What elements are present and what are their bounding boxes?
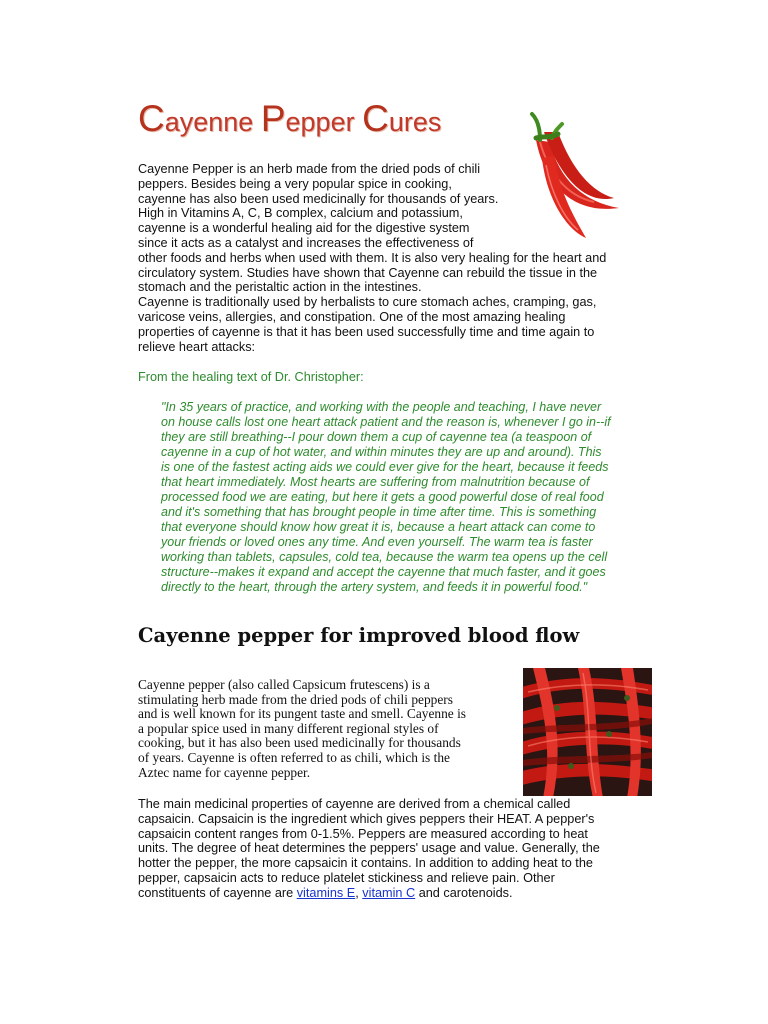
quote-line: processed food we are eating, but here it gets a good powerful dose of real food xyxy=(161,490,604,504)
title-word-2: epper xyxy=(285,107,363,137)
text-line: a popular spice used in many different regional styles of xyxy=(138,720,439,736)
dried-peppers-photo xyxy=(523,668,652,796)
text-line: pepper, capsaicin acts to reduce platelet stickiness and relieve pain. Other xyxy=(138,870,555,885)
quote-line: on house calls lost one heart attack patient and the reason is, whenever I go in--if xyxy=(161,415,611,429)
title-initial-p: P xyxy=(260,98,286,139)
intro-paragraph xyxy=(138,162,618,354)
quote-line: "In 35 years of practice, and working with the people and teaching, I have never xyxy=(161,400,602,414)
quote-source: From the healing text of Dr. Christopher: xyxy=(138,370,364,384)
quote-line: that heart immediately. Most hearts are suffering from malnutrition because of xyxy=(161,475,590,489)
vitamin-c-link[interactable]: vitamin C xyxy=(362,885,416,900)
text-line: peppers. Besides being a very popular spice in cooking, xyxy=(138,176,452,191)
text-line: other foods and herbs when used with them. It is also very healing for the heart and xyxy=(138,250,607,265)
title-word-1: ayenne xyxy=(164,107,261,137)
text-line: cayenne is a wonderful healing aid for the digestive system xyxy=(138,221,470,236)
text-line: capsaicin. Capsaicin is the ingredient which gives peppers their HEAT. A pepper's xyxy=(138,811,595,826)
text-line: cooking, but it has also been used medicinally for thousands xyxy=(138,735,461,751)
quote-line: structure--makes it expand and accept the cayenne that much faster, and it goes xyxy=(161,565,606,579)
quote-line: that everyone should know how great it is, because a heart attack can come to xyxy=(161,520,596,534)
link-separator: , xyxy=(355,885,363,900)
title-word-3: ures xyxy=(388,107,442,137)
capsaicin-paragraph xyxy=(138,797,618,901)
text-line: varicose veins, allergies, and constipation. One of the most amazing healing xyxy=(138,309,566,324)
text-line: stomach and the peristaltic action in the intestines. xyxy=(138,280,422,295)
title-initial-c2: C xyxy=(362,98,389,139)
text-line: circulatory system. Studies have shown that Cayenne can rebuild the tissue in the xyxy=(138,265,598,280)
text-line: units. The degree of heat determines the peppers' usage and value. Generally, the xyxy=(138,841,600,856)
text-line: relieve heart attacks: xyxy=(138,339,256,354)
text-line: cayenne has also been used medicinally for thousands of years. xyxy=(138,191,499,206)
quote-line: is one of the fastest acting aids we could ever give for the heart, because it feeds xyxy=(161,460,609,474)
quote-line: and it's something that has brought people in time after time. This is something xyxy=(161,505,597,519)
text-line: stimulating herb made from the dried pods of chili peppers xyxy=(138,691,453,707)
quote-line: working than tablets, capsules, cold tea, because the warm tea opens up the cell xyxy=(161,550,608,564)
text-line: Cayenne is traditionally used by herbalists to cure stomach aches, cramping, gas, xyxy=(138,295,597,310)
text-line: High in Vitamins A, C, B complex, calcium and potassium, xyxy=(138,206,463,221)
text-line: Cayenne Pepper is an herb made from the dried pods of chili xyxy=(138,162,481,176)
text-line: and is well known for its pungent taste and smell. Cayenne is xyxy=(138,706,467,722)
line-suffix: and carotenoids. xyxy=(415,885,513,900)
dr-christopher-quote xyxy=(161,400,631,595)
blood-flow-paragraph xyxy=(138,678,508,780)
text-line: of years. Cayenne is often referred to as chili, which is the xyxy=(138,749,450,765)
section-heading: Cayenne pepper for improved blood flow xyxy=(138,624,580,647)
title-initial-c: C xyxy=(138,98,165,139)
quote-line: cayenne in a cup of hot water, and within minutes they are up and around). This xyxy=(161,445,602,459)
text-line: The main medicinal properties of cayenne are derived from a chemical called xyxy=(138,797,571,811)
text-line: hotter the pepper, the more capsaicin it contains. In addition to adding heat to the xyxy=(138,856,593,871)
line-prefix: constituents of cayenne are xyxy=(138,885,297,900)
text-line: properties of cayenne is that it has been used successfully time and time again to xyxy=(138,324,595,339)
text-line: Cayenne pepper (also called Capsicum frutescens) is a xyxy=(138,677,430,692)
text-line-with-links xyxy=(138,886,618,901)
quote-line: your friends or loved ones any time. And even yourself. The warm tea is faster xyxy=(161,535,593,549)
quote-line: they are still breathing--I pour down them a cup of cayenne tea (a teaspoon of xyxy=(161,430,592,444)
text-line: since it acts as a catalyst and increases the effectiveness of xyxy=(138,235,474,250)
text-line: capsaicin content ranges from 0-1.5%. Peppers are measured according to heat xyxy=(138,826,588,841)
quote-line: directly to the heart, through the artery system, and feeds it in powerful food." xyxy=(161,580,588,594)
page-title xyxy=(138,98,441,140)
vitamin-e-link[interactable]: vitamins E xyxy=(296,885,356,900)
text-line: Aztec name for cayenne pepper. xyxy=(138,764,311,780)
